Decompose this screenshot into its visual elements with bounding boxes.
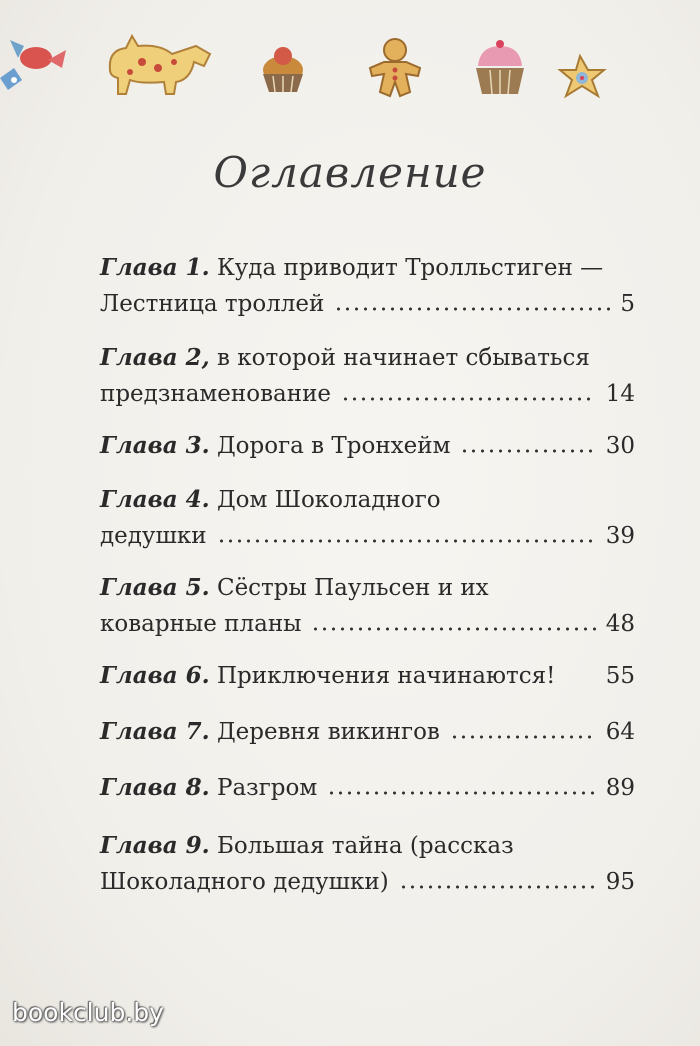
chapter-title: в которой начинает сбываться	[216, 345, 590, 371]
entry-heading	[100, 255, 603, 281]
toc-line	[100, 828, 635, 864]
toc-line	[100, 714, 635, 750]
toc-line	[100, 340, 635, 376]
page-number: 39	[605, 523, 635, 549]
page-number: 64	[605, 719, 635, 745]
toc-entry	[100, 482, 635, 554]
chapter-title: Сёстры Паульсен и их	[216, 575, 489, 601]
chapter-separator: .	[201, 486, 210, 513]
chapter-separator: .	[201, 774, 210, 801]
page-title: Оглавление	[213, 148, 487, 197]
chapter-label: Глава 3	[100, 432, 202, 459]
toc-line	[100, 250, 635, 286]
toc-line	[100, 482, 635, 518]
chapter-separator: .	[201, 832, 210, 859]
entry-heading	[100, 658, 555, 694]
toc-line	[100, 658, 635, 694]
dot-leader	[399, 885, 596, 889]
chapter-title-continued: Шоколадного дедушки)	[100, 869, 389, 895]
page-number: 95	[605, 869, 635, 895]
page-number: 30	[605, 433, 635, 459]
toc-line	[100, 864, 635, 900]
chapter-separator: ,	[201, 344, 210, 371]
dot-leader	[450, 735, 596, 739]
toy-horse-cookie-icon	[110, 36, 210, 94]
candy-icon	[0, 40, 66, 90]
dot-leader	[217, 539, 596, 543]
page-number: 55	[605, 663, 635, 689]
header-illustrations	[0, 20, 620, 100]
toc-entry	[100, 714, 635, 750]
chapter-title-continued: предзнаменование	[100, 381, 332, 407]
chapter-label: Глава 1	[100, 254, 202, 281]
star-cookie-icon	[560, 56, 604, 96]
page-number: 89	[605, 775, 635, 801]
dot-leader	[460, 449, 595, 453]
gingerbread-man-icon	[370, 39, 420, 96]
chapter-separator: .	[201, 432, 210, 459]
chapter-title: Приключения начинаются!	[216, 663, 556, 689]
chapter-title: Разгром	[216, 775, 318, 801]
chapter-title: Дом Шоколадного	[216, 487, 441, 513]
chapter-label: Глава 9	[100, 832, 202, 859]
entry-heading	[100, 575, 489, 601]
entry-heading	[100, 428, 450, 464]
entry-heading	[100, 345, 590, 371]
page-number: 48	[605, 611, 635, 637]
toc-line	[100, 428, 635, 464]
toc-entry	[100, 428, 635, 464]
dot-leader	[334, 307, 610, 311]
toc-entry	[100, 340, 635, 412]
toc-line	[100, 518, 635, 554]
muffin-icon	[476, 40, 524, 94]
entry-heading	[100, 770, 317, 806]
chapter-separator: .	[201, 662, 210, 689]
chapter-label: Глава 6	[100, 662, 202, 689]
chapter-title: Большая тайна (рассказ	[216, 833, 514, 859]
toc-line	[100, 286, 635, 322]
watermark: bookclub.by	[12, 998, 164, 1027]
dot-leader	[327, 791, 596, 795]
chapter-separator: .	[201, 574, 210, 601]
dot-leader	[311, 627, 595, 631]
toc-entry	[100, 658, 635, 694]
chapter-label: Глава 2	[100, 344, 202, 371]
chapter-label: Глава 5	[100, 574, 202, 601]
toc-entry	[100, 250, 635, 322]
page-number: 5	[620, 291, 635, 317]
chapter-label: Глава 4	[100, 486, 202, 513]
chapter-label: Глава 8	[100, 774, 202, 801]
toc-line	[100, 606, 635, 642]
toc-entry	[100, 828, 635, 900]
toc-entry	[100, 770, 635, 806]
toc-entry	[100, 570, 635, 642]
chapter-title-continued: Лестница троллей	[100, 291, 325, 317]
chapter-title-continued: дедушки	[100, 523, 207, 549]
entry-heading	[100, 487, 441, 513]
toc-line	[100, 376, 635, 412]
chapter-title-continued: коварные планы	[100, 611, 302, 637]
toc-line	[100, 570, 635, 606]
dot-leader	[341, 397, 596, 401]
entry-heading	[100, 714, 440, 750]
chapter-label: Глава 7	[100, 718, 202, 745]
chapter-separator: .	[201, 254, 210, 281]
chapter-title: Деревня викингов	[216, 719, 440, 745]
chapter-title: Куда приводит Тролльстиген —	[216, 255, 604, 281]
cupcake-icon	[263, 47, 303, 92]
chapter-separator: .	[201, 718, 210, 745]
page-number: 14	[605, 381, 635, 407]
toc-line	[100, 770, 635, 806]
entry-heading	[100, 833, 514, 859]
chapter-title: Дорога в Тронхейм	[216, 433, 451, 459]
